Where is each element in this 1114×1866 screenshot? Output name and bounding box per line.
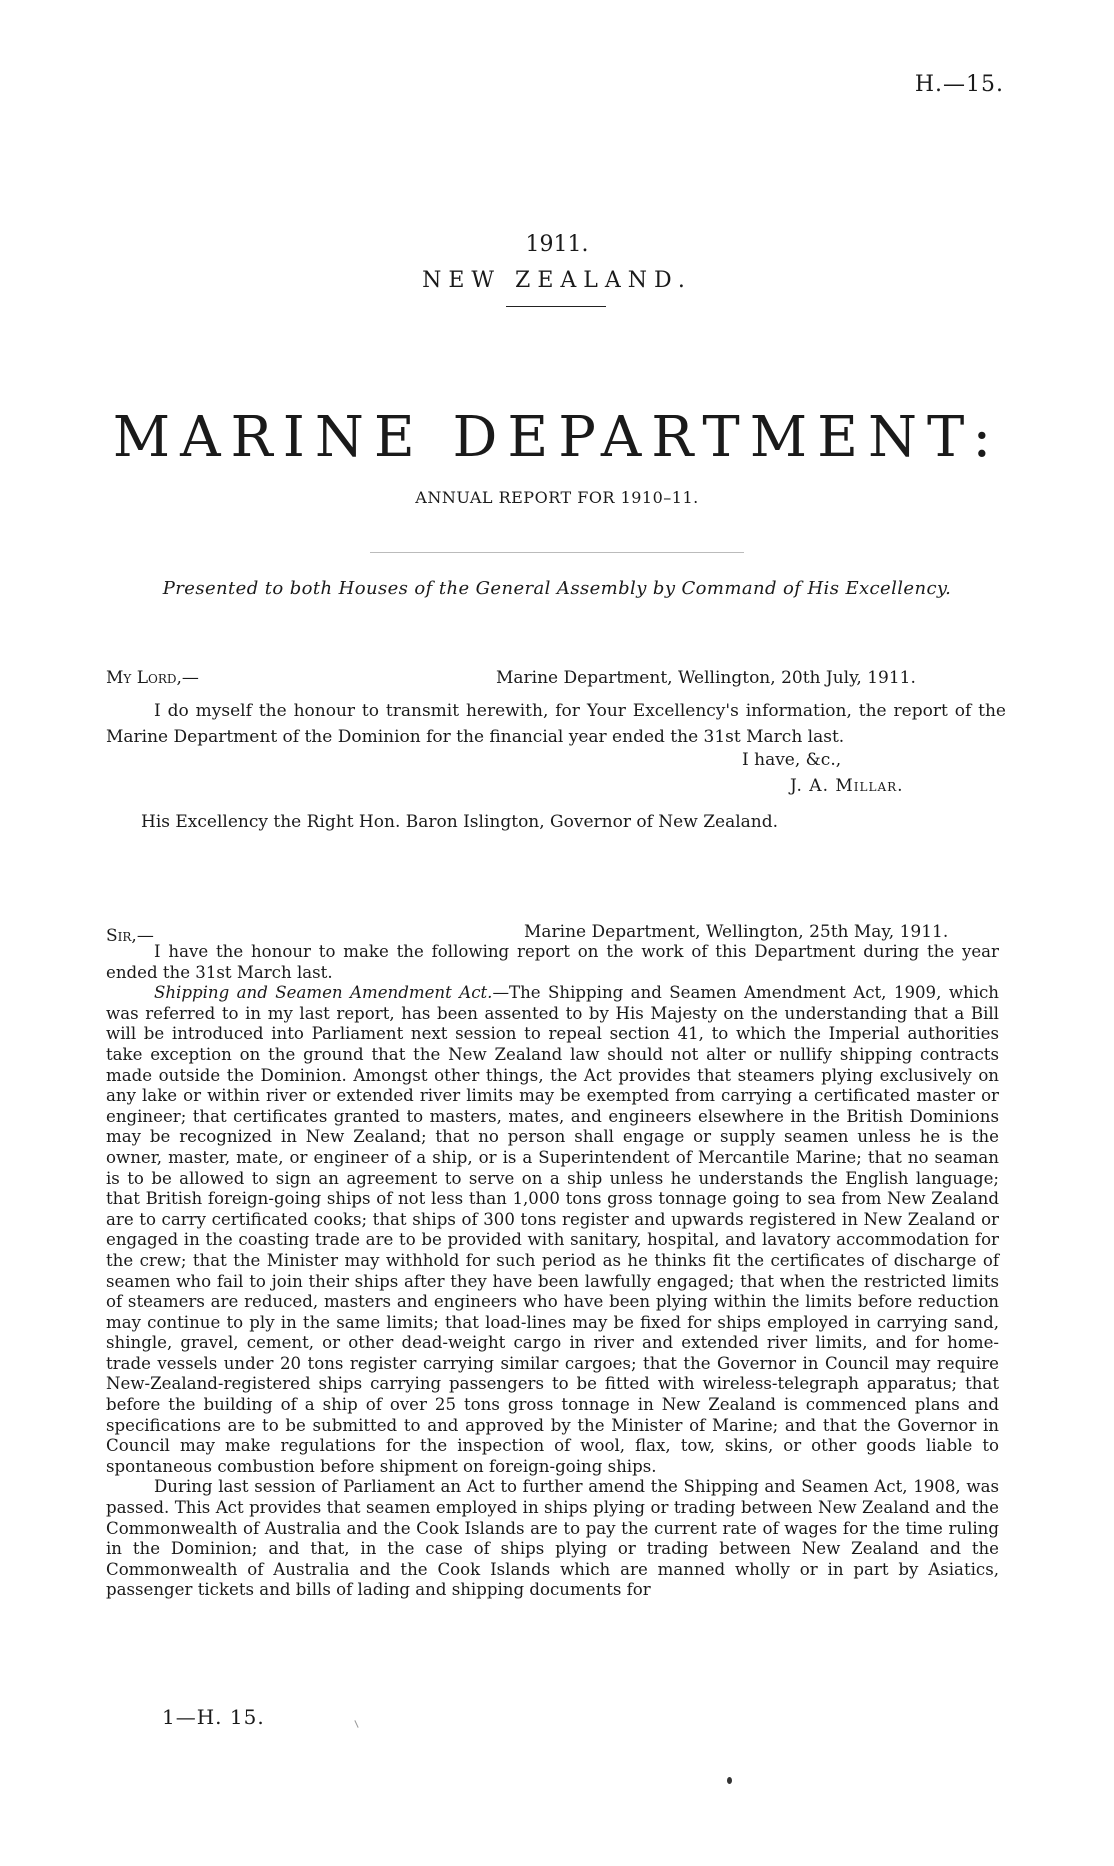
section-body: —The Shipping and Seamen Amendment Act, 1909, which was referred to in my last report, has been assented to by His Majesty on the understanding that a Bill will be introduced into Parliament next session to repeal section 41, to which the Imperial authorities take exception on the ground that the New Zealand law should not alter or nullify shipping contracts made outside the Dominion. Amongst other things, the Act provides that steamers plying exclusively on any lake or within river or extended river limits may be exempted from carrying a certificated master or engineer; that certificates granted to masters, mates, and engineers elsewhere in the British Dominions may be recognized in New Zealand; that no person shall engage or supply seamen unless he is the owner, master, mate, or engineer of a ship, or is a Superintendent of Mercantile Marine; that no seaman is to be allowed to sign an agreement to serve on a ship unless he understands the English language; that British foreign-going ships of not less than 1,000 tons gross tonnage going to sea from New Zealand are to carry certificated cooks; that ships of 300 tons register and upwards registered in New Zealand or engaged in the coasting trade are to be provided with sanitary, hospital, and lavatory accommodation for the crew; that the Minister may withhold for such period as he thinks fit the certificates of discharge of seamen who fail to join their ships after they have been lawfully engaged; that when the restricted limits of steamers are reduced, masters and engineers who have been plying within the limits before reduction may continue to ply in the same limits; that load-lines may be fixed for ships employed in carrying sand, shingle, gravel, cement, or other dead-weight cargo in river and extended river limits, and for home-trade vessels under 20 tons register carrying similar cargoes; that the Governor in Council may require New-Zealand-registered ships carrying passengers to be fitted with wireless-telegraph apparatus; that before the building of a ship of over 25 tons gross tonnage in New Zealand is commenced plans and specifications are to be submitted to and approved by the Minister of Marine; and that the Governor in Council may make regulations for the inspection of wool, flax, tow, skins, or other goods liable to spontaneous combustion before shipment on foreign-going ships. [106,983,999,1476]
letter2-paragraph-intro: I have the honour to make the following report on the work of this Department during the year ended the 31st March last. [106,942,999,982]
letter2-paragraph-amendment-act [106,983,999,1477]
letter1-body [106,698,1006,750]
country-heading: NEW ZEALAND. [422,268,692,293]
ink-dot [727,1777,732,1784]
letter1-paragraph: I do myself the honour to transmit herewith, for Your Excellency's information, the report of the Marine Department of the Dominion for the financial year ended the 31st March last. [106,701,1006,747]
document-subtitle: ANNUAL REPORT FOR 1910–11. [415,488,699,507]
letter1-addressee: His Excellency the Right Hon. Baron Islington, Governor of New Zealand. [141,812,779,832]
page-reference: H.—15. [914,72,1004,97]
letter2-salutation: Sir,— [106,926,154,946]
divider-rule [506,306,606,307]
letter1-closing: I have, &c., [742,750,842,770]
letter1-signature: J. A. Millar. [790,776,904,796]
faint-divider-rule [370,552,744,553]
letter1-salutation: My Lord,— [106,668,199,688]
letter2-paragraph-further-amendment: During last session of Parliament an Act to further amend the Shipping and Seamen Act, 1908, was passed. This Act provides that seamen employed in ships plying or trading between New Zealand and the Commonwealth of Australia and the Cook Islands are to pay the current rate of wages for the time ruling in the Dominion; and that, in the case of ships plying or trading between New Zealand and the Commonwealth of Australia and the Cook Islands which are manned wholly or in part by Asiatics, passenger tickets and bills of lading and shipping documents for [106,1477,999,1600]
letter1-location-date: Marine Department, Wellington, 20th July, 1911. [496,668,916,688]
letter2-body [106,942,999,1601]
document-title: MARINE DEPARTMENT: [112,405,1002,470]
report-year: 1911. [525,232,589,257]
letter2-location-date: Marine Department, Wellington, 25th May, 1911. [524,922,949,942]
signature-mark: 1—H. 15. [162,1705,265,1729]
section-heading: Shipping and Seamen Amendment Act. [154,983,493,1003]
stray-mark [354,1720,358,1728]
presented-line: Presented to both Houses of the General Assembly by Command of His Excellency. [162,578,952,599]
